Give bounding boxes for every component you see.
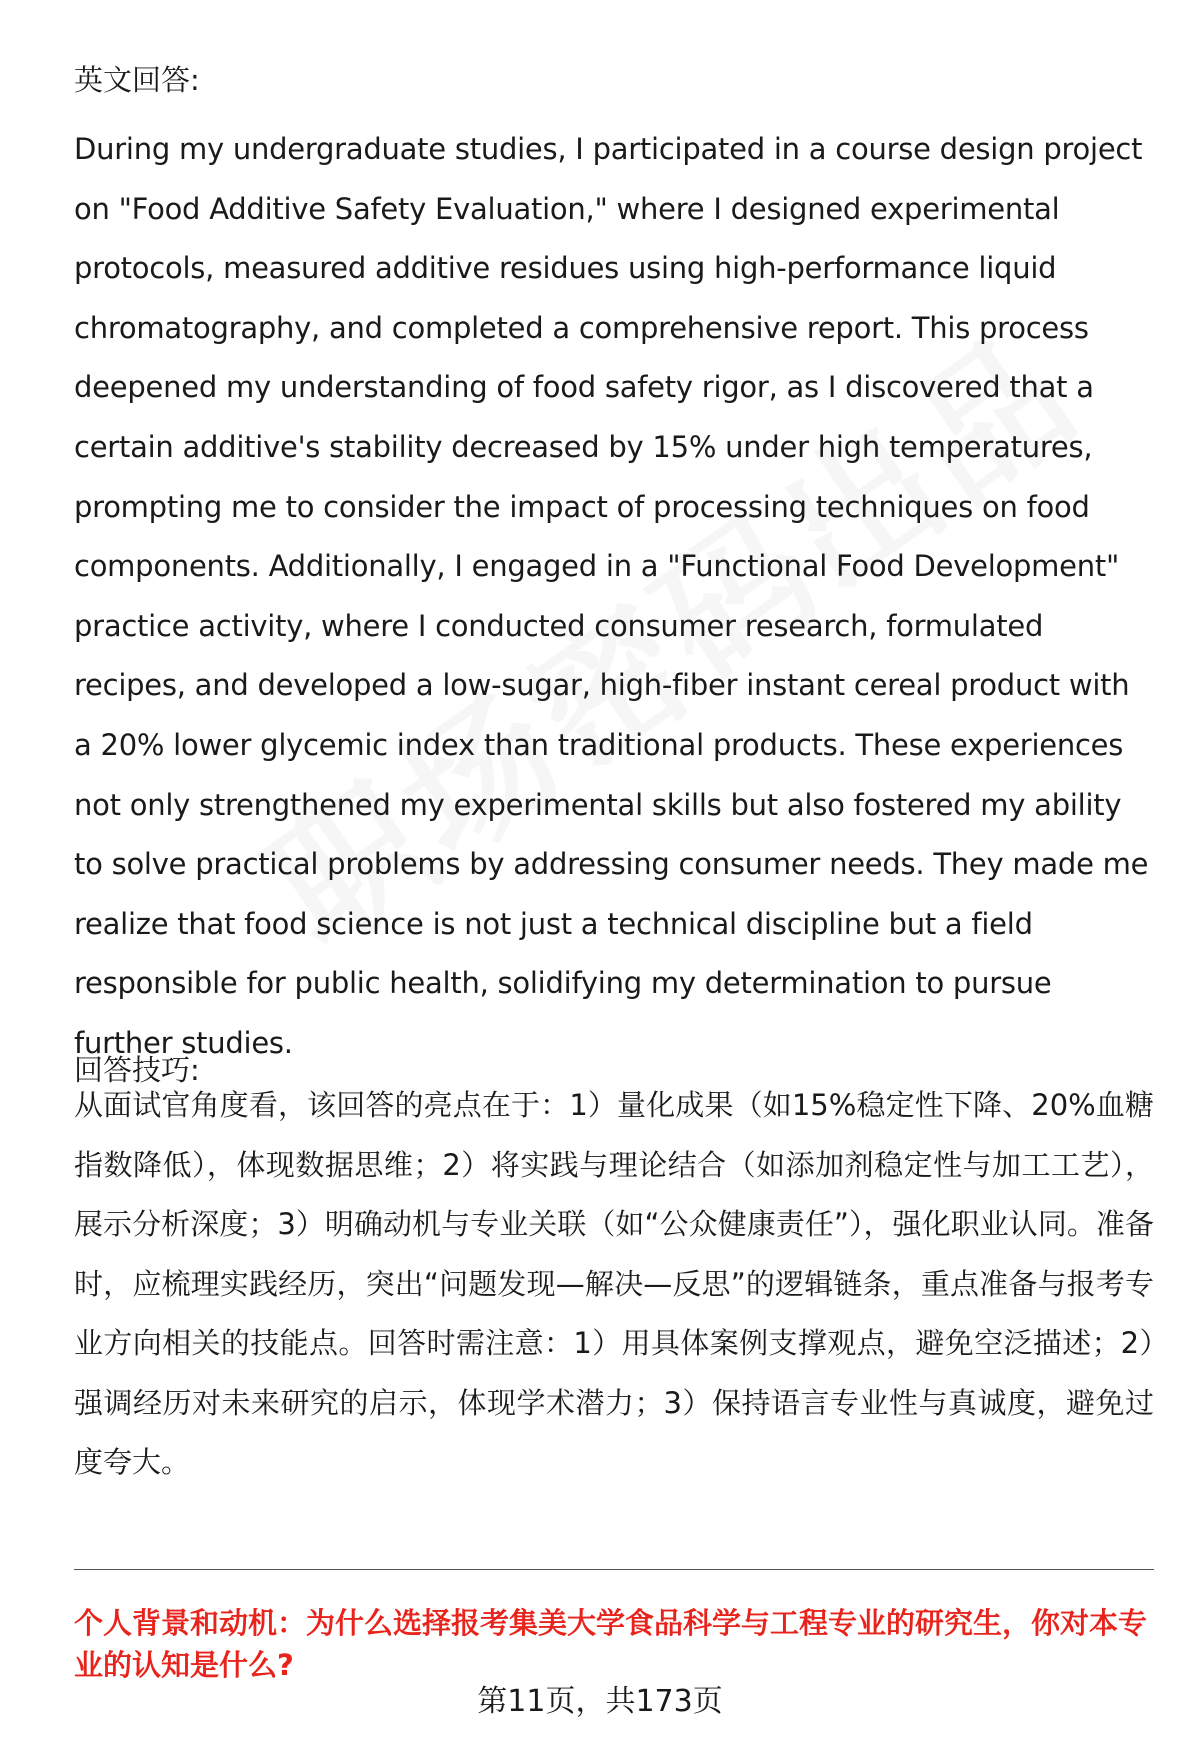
page-number: 第11页，共173页	[477, 1684, 723, 1719]
english-answer-text: During my undergraduate studies, I participated in a course design project on "Food Additive Safety Evaluation," where I designed experimental protocols, measured additive residues using high-performance liquid chromatography, and completed a comprehensive report. This process deepened my understanding of food safety rigor, as I discovered that a certain additive's stability decreased by 15% under high temperatures, prompting me to consider the impact of processing techniques on food components. Additionally, I engaged in a "Functional Food Development" practice activity, where I conducted consumer research, formulated recipes, and developed a low-sugar, high-fiber instant cereal product with a 20% lower glycemic index than traditional products. These experiences not only strengthened my experimental skills but also fostered my ability to solve practical problems by addressing consumer needs. They made me realize that food science is not just a technical discipline but a field responsible for public health, solidifying my determination to pursue further studies.	[74, 132, 1149, 1060]
section-divider	[74, 1569, 1154, 1570]
answer-tips-label: 回答技巧:	[74, 1053, 200, 1087]
answer-tips-text: 从面试官角度看，该回答的亮点在于：1）量化成果（如15%稳定性下降、20%血糖指数降低），体现数据思维；2）将实践与理论结合（如添加剂稳定性与加工工艺），展示分析深度；3）明确动机与专业关联（如“公众健康责任”），强化职业认同。准备时，应梳理实践经历，突出“问题发现—解决—反思”的逻辑链条，重点准备与报考专业方向相关的技能点。回答时需注意：1）用具体案例支撑观点，避免空泛描述；2）强调经历对未来研究的启示，体现学术潜力；3）保持语言专业性与真诚度，避免过度夸大。	[74, 1088, 1154, 1479]
next-question-heading: 个人背景和动机：为什么选择报考集美大学食品科学与工程专业的研究生，你对本专业的认知是什么?	[74, 1606, 1148, 1682]
english-answer-label: 英文回答:	[74, 63, 200, 97]
